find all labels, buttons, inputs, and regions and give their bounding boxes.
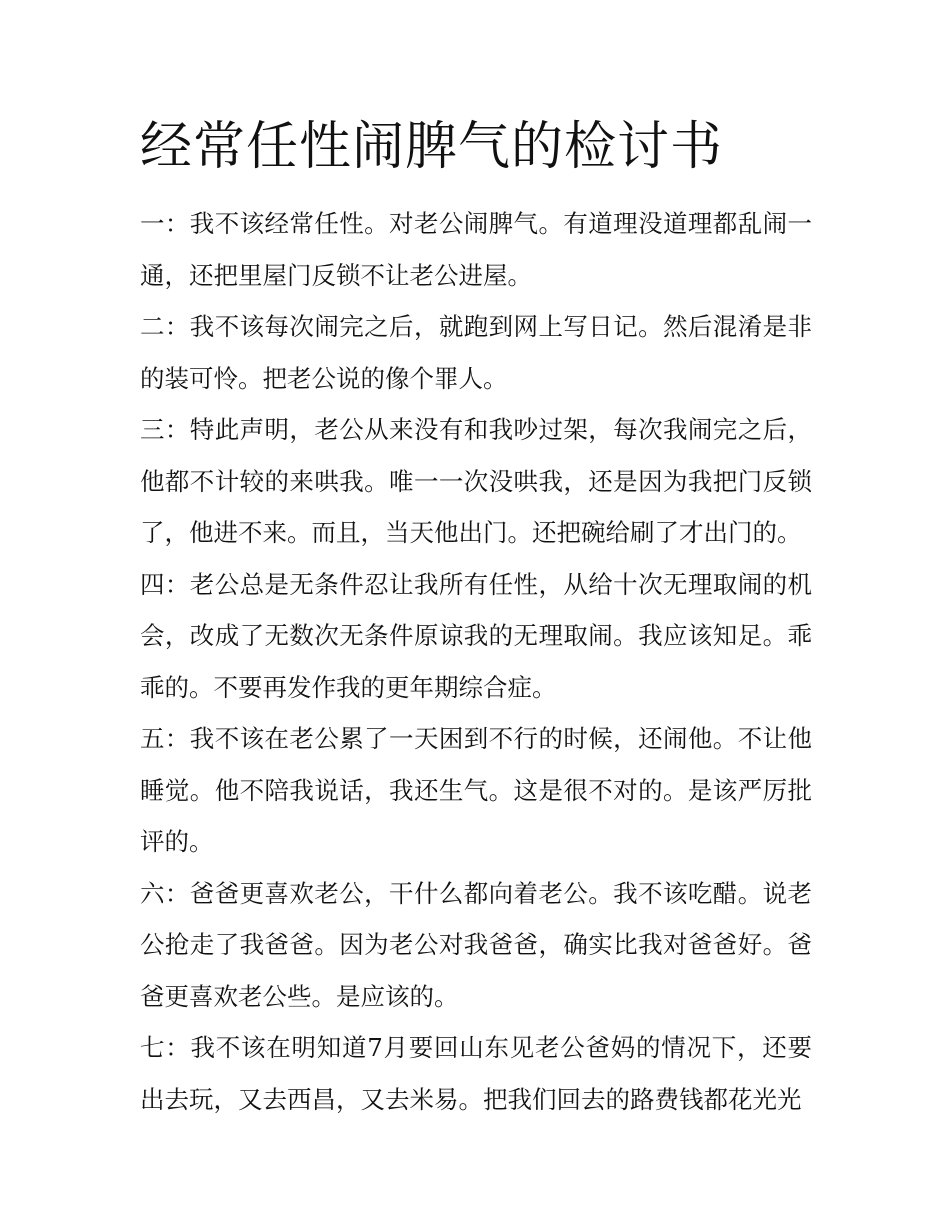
document-title: 经常任性闹脾气的检讨书 [140, 117, 724, 177]
paragraph-5: 五：我不该在老公累了一天困到不行的时候，还闹他。不让他睡觉。他不陪我说话，我还生气。这是很不对的。是该严厉批评的。 [140, 724, 812, 856]
paragraph-3: 三：特此声明，老公从来没有和我吵过架，每次我闹完之后，他都不计较的来哄我。唯一一次没哄我，还是因为我把门反锁了，他进不来。而且，当天他出门。还把碗给刷了才出门的。 [140, 415, 812, 547]
paragraph-1: 一：我不该经常任性。对老公闹脾气。有道理没道理都乱闹一通，还把里屋门反锁不让老公进屋。 [140, 209, 812, 290]
document-body [140, 198, 812, 1125]
paragraph-7: 七：我不该在明知道7月要回山东见老公爸妈的情况下，还要出去玩，又去西昌，又去米易。把我们回去的路费钱都花光光 [140, 1033, 812, 1114]
paragraph-6: 六：爸爸更喜欢老公，干什么都向着老公。我不该吃醋。说老公抢走了我爸爸。因为老公对我爸爸，确实比我对爸爸好。爸爸更喜欢老公些。是应该的。 [140, 878, 812, 1011]
paragraph-4: 四：老公总是无条件忍让我所有任性，从给十次无理取闹的机会，改成了无数次无条件原谅我的无理取闹。我应该知足。乖乖的。不要再发作我的更年期综合症。 [140, 569, 812, 702]
paragraph-2: 二：我不该每次闹完之后，就跑到网上写日记。然后混淆是非的装可怜。把老公说的像个罪人。 [140, 312, 812, 393]
